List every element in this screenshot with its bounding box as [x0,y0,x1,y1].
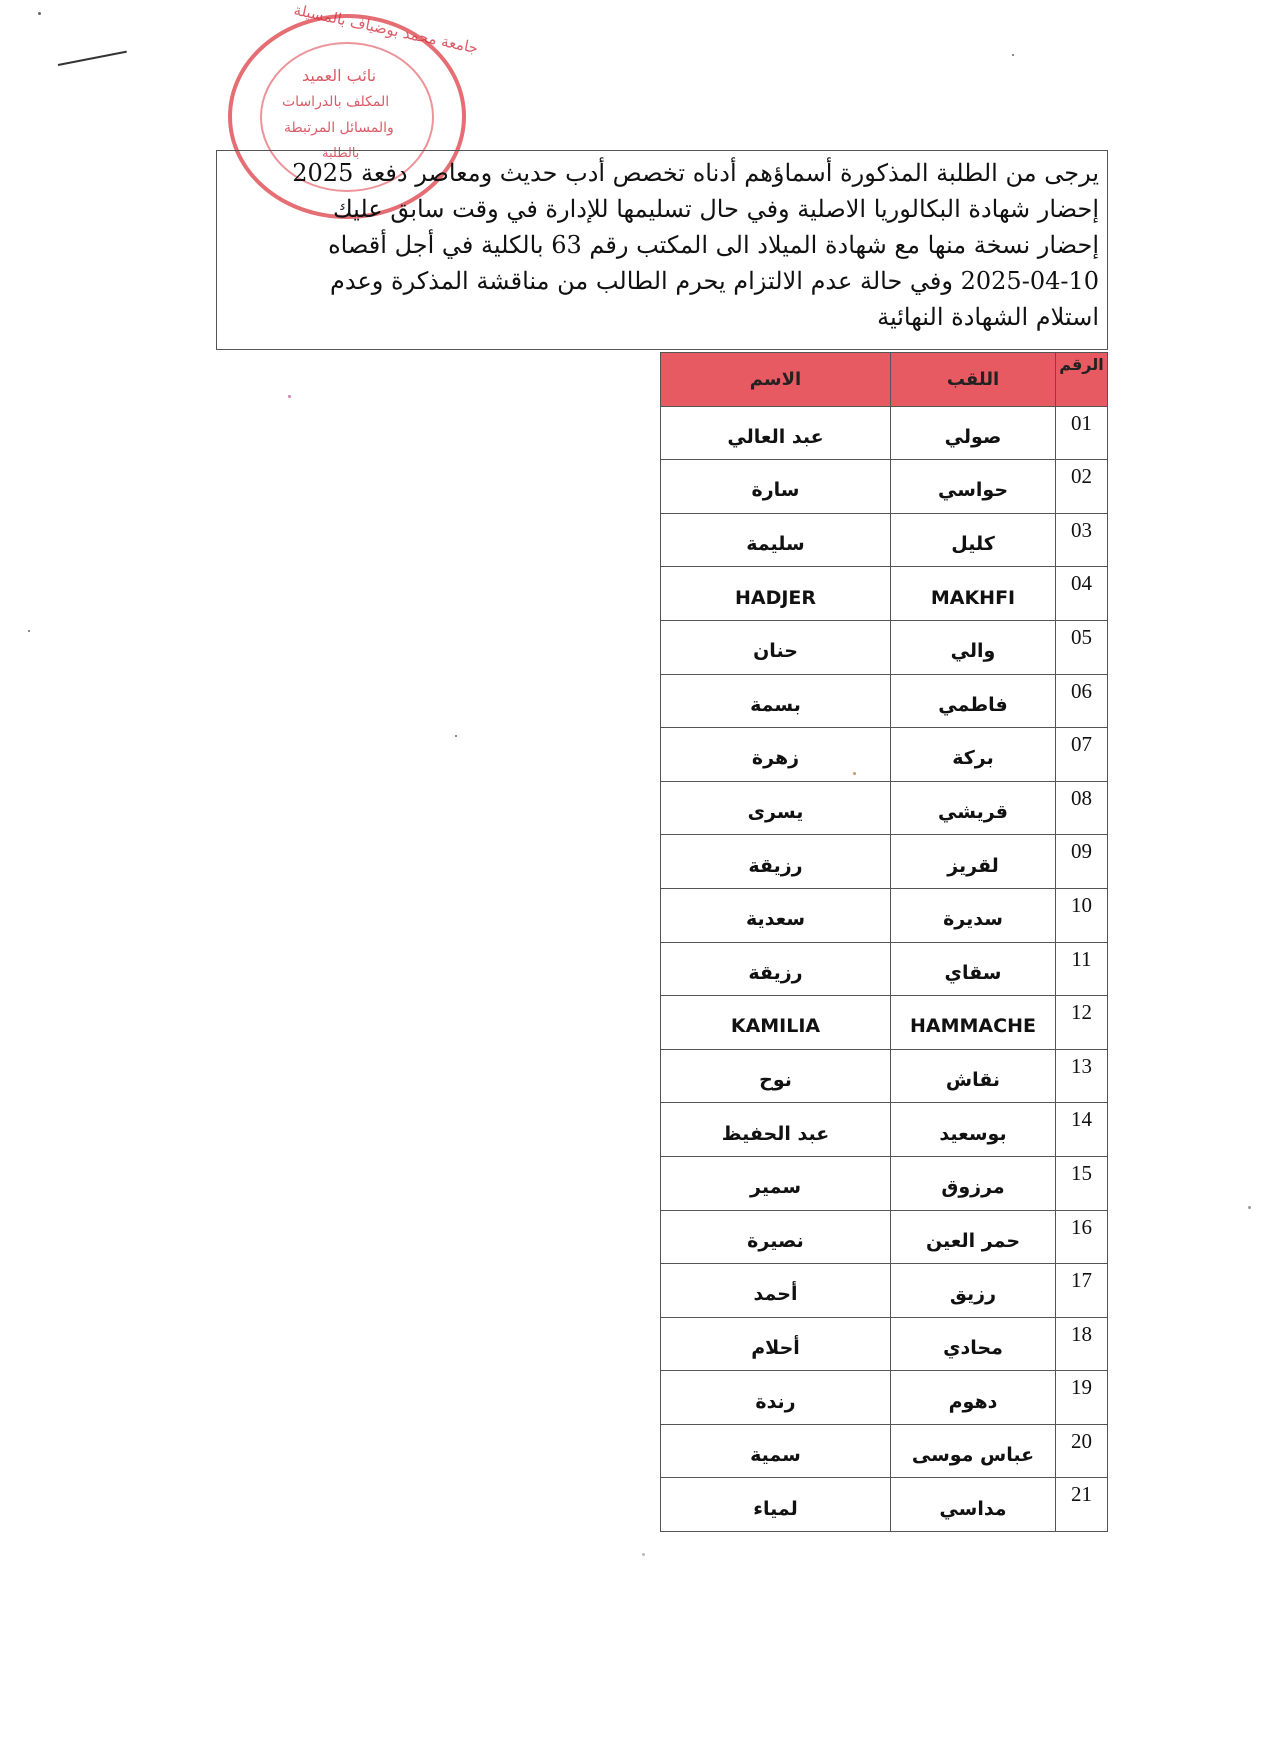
row-first-name: يسرى [661,781,891,835]
table-row [661,620,1108,674]
table-row [661,460,1108,514]
stamp-text: نائب العميد [302,66,377,85]
table-row [661,513,1108,567]
row-number: 12 [1056,996,1108,1050]
row-number: 14 [1056,1103,1108,1157]
row-last-name: سديرة [891,888,1056,942]
row-number: 04 [1056,567,1108,621]
row-last-name: HAMMACHE [891,996,1056,1050]
stamp-text: بالطلبة [322,146,360,161]
row-number: 17 [1056,1264,1108,1318]
table-header-row [661,353,1108,407]
row-number: 09 [1056,835,1108,889]
table-row [661,888,1108,942]
row-first-name: سمير [661,1156,891,1210]
row-number: 15 [1056,1156,1108,1210]
pen-mark [58,51,127,66]
row-first-name: نوح [661,1049,891,1103]
notice-line: إحضار شهادة البكالوريا الاصلية وفي حال تسليمها للإدارة في وقت سابق عليك [332,195,1099,223]
row-last-name: MAKHFI [891,567,1056,621]
row-number: 21 [1056,1478,1108,1532]
row-last-name: بوسعيد [891,1103,1056,1157]
row-first-name: لمياء [661,1478,891,1532]
row-first-name: HADJER [661,567,891,621]
row-last-name: والي [891,620,1056,674]
table-row [661,1424,1108,1478]
row-last-name: كليل [891,513,1056,567]
table-body [661,406,1108,1531]
speck [455,735,457,737]
row-first-name: أحمد [661,1264,891,1318]
row-last-name: نقاش [891,1049,1056,1103]
row-first-name: سارة [661,460,891,514]
speck [28,630,30,632]
table-row [661,942,1108,996]
row-number: 01 [1056,406,1108,460]
stamp-text: والمسائل المرتبطة [284,120,394,136]
row-first-name: زهرة [661,728,891,782]
row-first-name: سعدية [661,888,891,942]
stamp-text: المكلف بالدراسات [282,94,390,110]
row-last-name: عباس موسى [891,1424,1056,1478]
speck [1012,54,1014,56]
row-number: 05 [1056,620,1108,674]
row-number: 16 [1056,1210,1108,1264]
row-last-name: حمر العين [891,1210,1056,1264]
row-number: 11 [1056,942,1108,996]
table-row [661,567,1108,621]
row-first-name: سمية [661,1424,891,1478]
header-number: الرقم [1056,353,1108,407]
row-number: 08 [1056,781,1108,835]
speck [288,395,291,398]
row-first-name: أحلام [661,1317,891,1371]
table-row [661,1317,1108,1371]
notice-line: يرجى من الطلبة المذكورة أسماؤهم أدناه تخصص أدب حديث ومعاصر دفعة 2025 [292,159,1099,187]
row-last-name: مرزوق [891,1156,1056,1210]
row-last-name: قريشي [891,781,1056,835]
row-last-name: حواسي [891,460,1056,514]
students-table [660,352,1108,1532]
row-number: 10 [1056,888,1108,942]
row-first-name: KAMILIA [661,996,891,1050]
table-row [661,1264,1108,1318]
row-number: 19 [1056,1371,1108,1425]
speck [1248,1206,1251,1209]
row-number: 18 [1056,1317,1108,1371]
header-last-name: اللقب [891,353,1056,407]
table-row [661,1049,1108,1103]
row-last-name: بركة [891,728,1056,782]
row-last-name: صولي [891,406,1056,460]
notice-line: 2025-04-10 وفي حالة عدم الالتزام يحرم الطالب من مناقشة المذكرة وعدم [330,267,1099,295]
stamp-text: جامعة محمد بوضياف بالمسيلة [292,0,480,58]
row-first-name: رزيقة [661,835,891,889]
table-header [661,353,1108,407]
row-first-name: نصيرة [661,1210,891,1264]
row-number: 03 [1056,513,1108,567]
row-last-name: رزيق [891,1264,1056,1318]
table-row [661,781,1108,835]
row-last-name: محادي [891,1317,1056,1371]
table-row [661,728,1108,782]
row-last-name: مداسي [891,1478,1056,1532]
table-row [661,996,1108,1050]
table-row [661,835,1108,889]
table-row [661,1156,1108,1210]
row-number: 02 [1056,460,1108,514]
notice-line: استلام الشهادة النهائية [877,303,1099,331]
row-first-name: رزيقة [661,942,891,996]
row-first-name: عبد الحفيظ [661,1103,891,1157]
speck [38,12,41,15]
notice-line: إحضار نسخة منها مع شهادة الميلاد الى المكتب رقم 63 بالكلية في أجل أقصاه [328,231,1099,259]
row-first-name: حنان [661,620,891,674]
table-row [661,1103,1108,1157]
table-row [661,406,1108,460]
row-last-name: فاطمي [891,674,1056,728]
row-first-name: بسمة [661,674,891,728]
row-last-name: دهوم [891,1371,1056,1425]
row-last-name: سقاي [891,942,1056,996]
table-row [661,1478,1108,1532]
row-number: 06 [1056,674,1108,728]
row-number: 13 [1056,1049,1108,1103]
header-first-name: الاسم [661,353,891,407]
row-first-name: عبد العالي [661,406,891,460]
row-last-name: لقريز [891,835,1056,889]
table-row [661,1371,1108,1425]
table-row [661,1210,1108,1264]
row-number: 20 [1056,1424,1108,1478]
row-number: 07 [1056,728,1108,782]
table-row [661,674,1108,728]
speck [642,1553,645,1556]
row-first-name: سليمة [661,513,891,567]
row-first-name: رندة [661,1371,891,1425]
notice-box [216,150,1108,350]
